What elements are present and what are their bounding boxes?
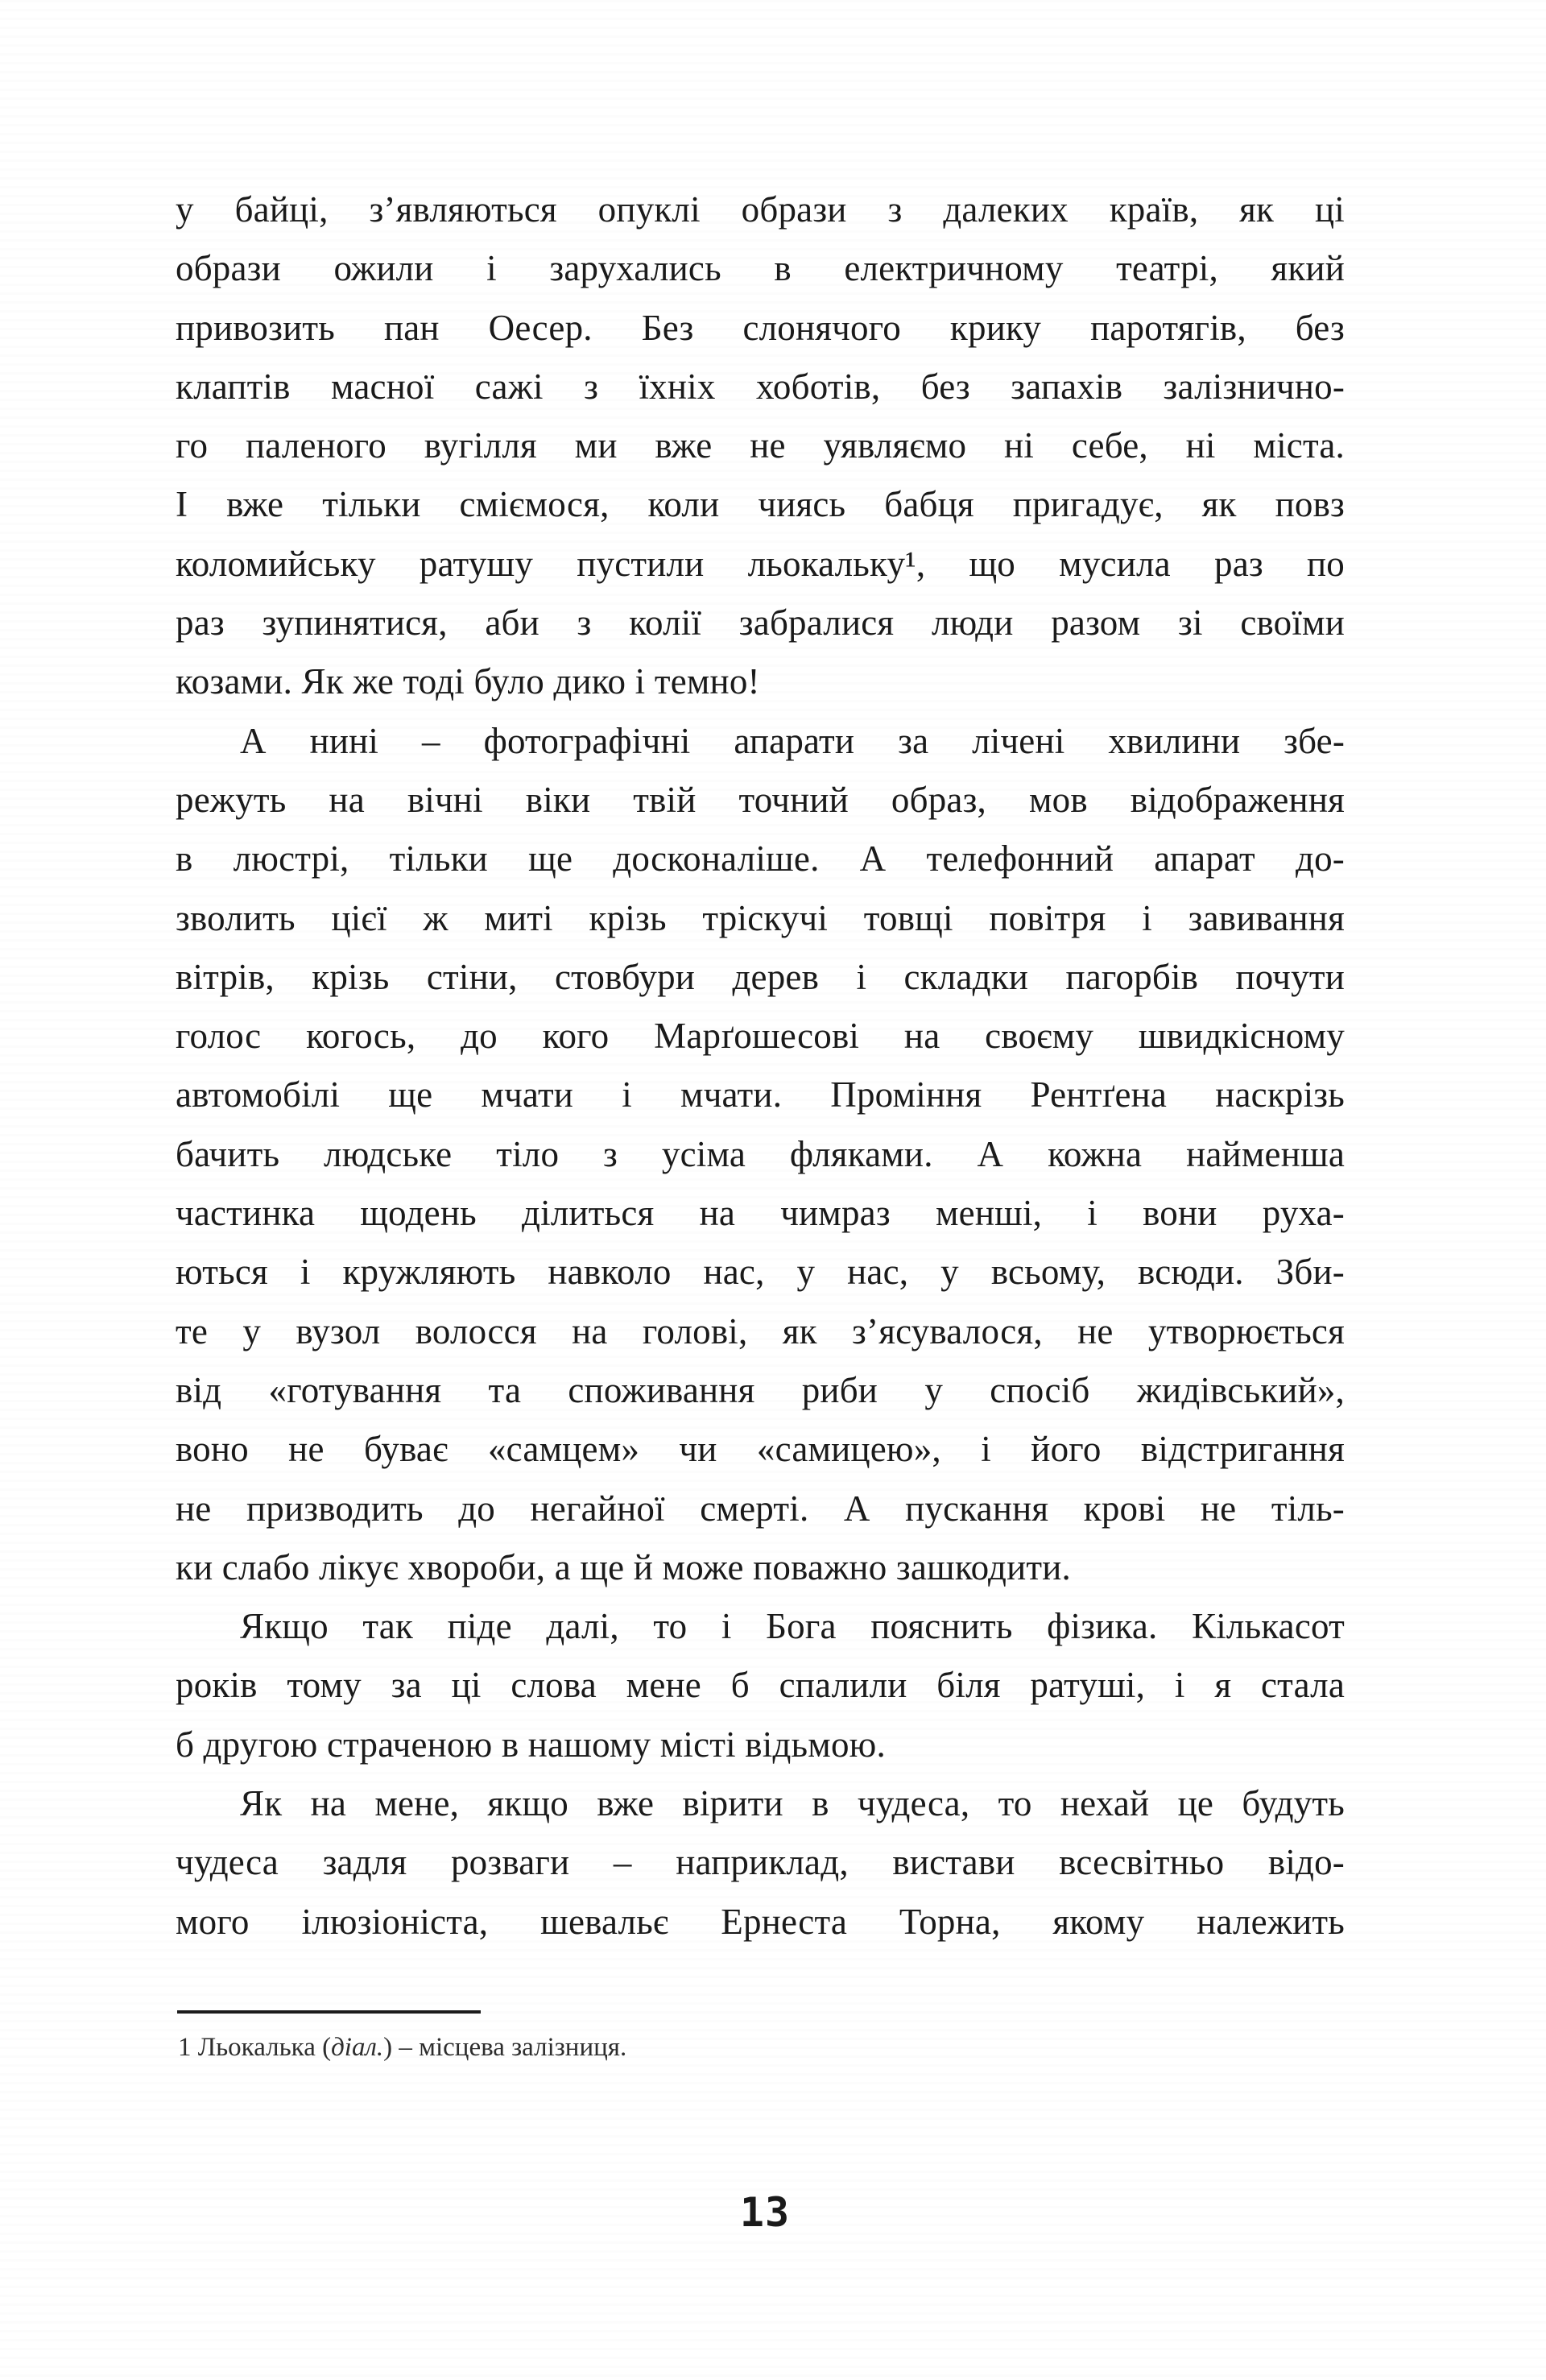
text-line: А нині – фотографічні апарати за лічені хвилини збе- <box>240 720 1345 761</box>
text-line: режуть на вічні віки твій точний образ, мов відображення <box>176 779 1345 820</box>
text-line: козами. Як же тоді було дико і темно! <box>176 661 760 702</box>
paragraph <box>176 180 1345 712</box>
text-line: Якщо так піде далі, то і Бога пояснить фізика. Кількасот <box>240 1606 1345 1647</box>
text-line: І вже тільки сміємося, коли чиясь бабця пригадує, як повз <box>176 484 1345 525</box>
text-line: привозить пан Оесер. Без слонячого крику паротягів, без <box>176 307 1345 348</box>
paragraph <box>176 1597 1345 1774</box>
text-line: образи ожили і зарухались в електричному театрі, який <box>176 248 1345 289</box>
footnote-separator <box>177 2010 481 2014</box>
text-line: років тому за ці слова мене б спалили біля ратуші, і я стала <box>176 1665 1345 1706</box>
text-line: в люстрі, тільки ще досконаліше. А телефонний апарат до- <box>176 838 1345 880</box>
text-line: голос когось, до кого Марґошесові на своєму швидкісному <box>176 1016 1345 1057</box>
text-line: частинка щодень ділиться на чимраз менші, і вони руха- <box>176 1193 1345 1234</box>
text-line: від «готування та споживання риби у спосіб жидівський», <box>176 1369 1345 1410</box>
text-line: раз зупинятися, аби з колії забралися люди разом зі своїми <box>176 602 1345 644</box>
text-line: го паленого вугілля ми вже не уявляємо ні себе, ні міста. <box>176 425 1345 466</box>
text-line: Як на мене, якщо вже вірити в чудеса, то нехай це будуть <box>240 1783 1345 1824</box>
text-line: воно не буває «самцем» чи «самицею», і його відстригання <box>176 1429 1345 1470</box>
footnote-text: ) – місцева залізниця. <box>383 2033 627 2062</box>
text-line: мого ілюзіоніста, шевальє Ернеста Торна, якому належить <box>176 1901 1345 1942</box>
text-line: у байці, з’являються опуклі образи з далеких країв, як ці <box>176 189 1345 230</box>
paragraph <box>176 712 1345 1597</box>
paragraph <box>176 1774 1345 1952</box>
body-text <box>176 180 1345 1952</box>
text-line: коломийську ратушу пустили льокальку¹, що мусила раз по <box>176 543 1345 584</box>
footnote-text: 1 Льокалька ( <box>178 2033 332 2062</box>
text-line: ки слабо лікує хвороби, а ще й може поважно зашкодити. <box>176 1546 1072 1587</box>
text-line: вітрів, крізь стіни, стовбури дерев і складки пагорбів почути <box>176 956 1345 997</box>
text-line: зволить цієї ж миті крізь тріскучі товщі повітря і завивання <box>176 897 1345 938</box>
text-line: б другою страченою в нашому місті відьмою. <box>176 1724 886 1765</box>
text-line: ються і кружляють навколо нас, у нас, у всьому, всюди. Зби- <box>176 1252 1345 1293</box>
footnote-qualifier: діал. <box>331 2033 384 2062</box>
text-line: не призводить до негайної смерті. А пускання крові не тіль- <box>176 1488 1345 1529</box>
text-line: клаптів масної сажі з їхніх хоботів, без запахів залізнично- <box>176 366 1345 407</box>
text-line: автомобілі ще мчати і мчати. Проміння Рентґена наскрізь <box>176 1074 1345 1115</box>
text-line: бачить людське тіло з усіма фляками. А кожна найменша <box>176 1133 1345 1174</box>
page-number: 13 <box>739 2189 791 2236</box>
text-line: чудеса задля розваги – наприклад, вистави всесвітньо відо- <box>176 1842 1345 1883</box>
text-line: те у вузол волосся на голові, як з’ясувалося, не утворюється <box>176 1310 1345 1351</box>
footnote <box>178 2030 1347 2065</box>
